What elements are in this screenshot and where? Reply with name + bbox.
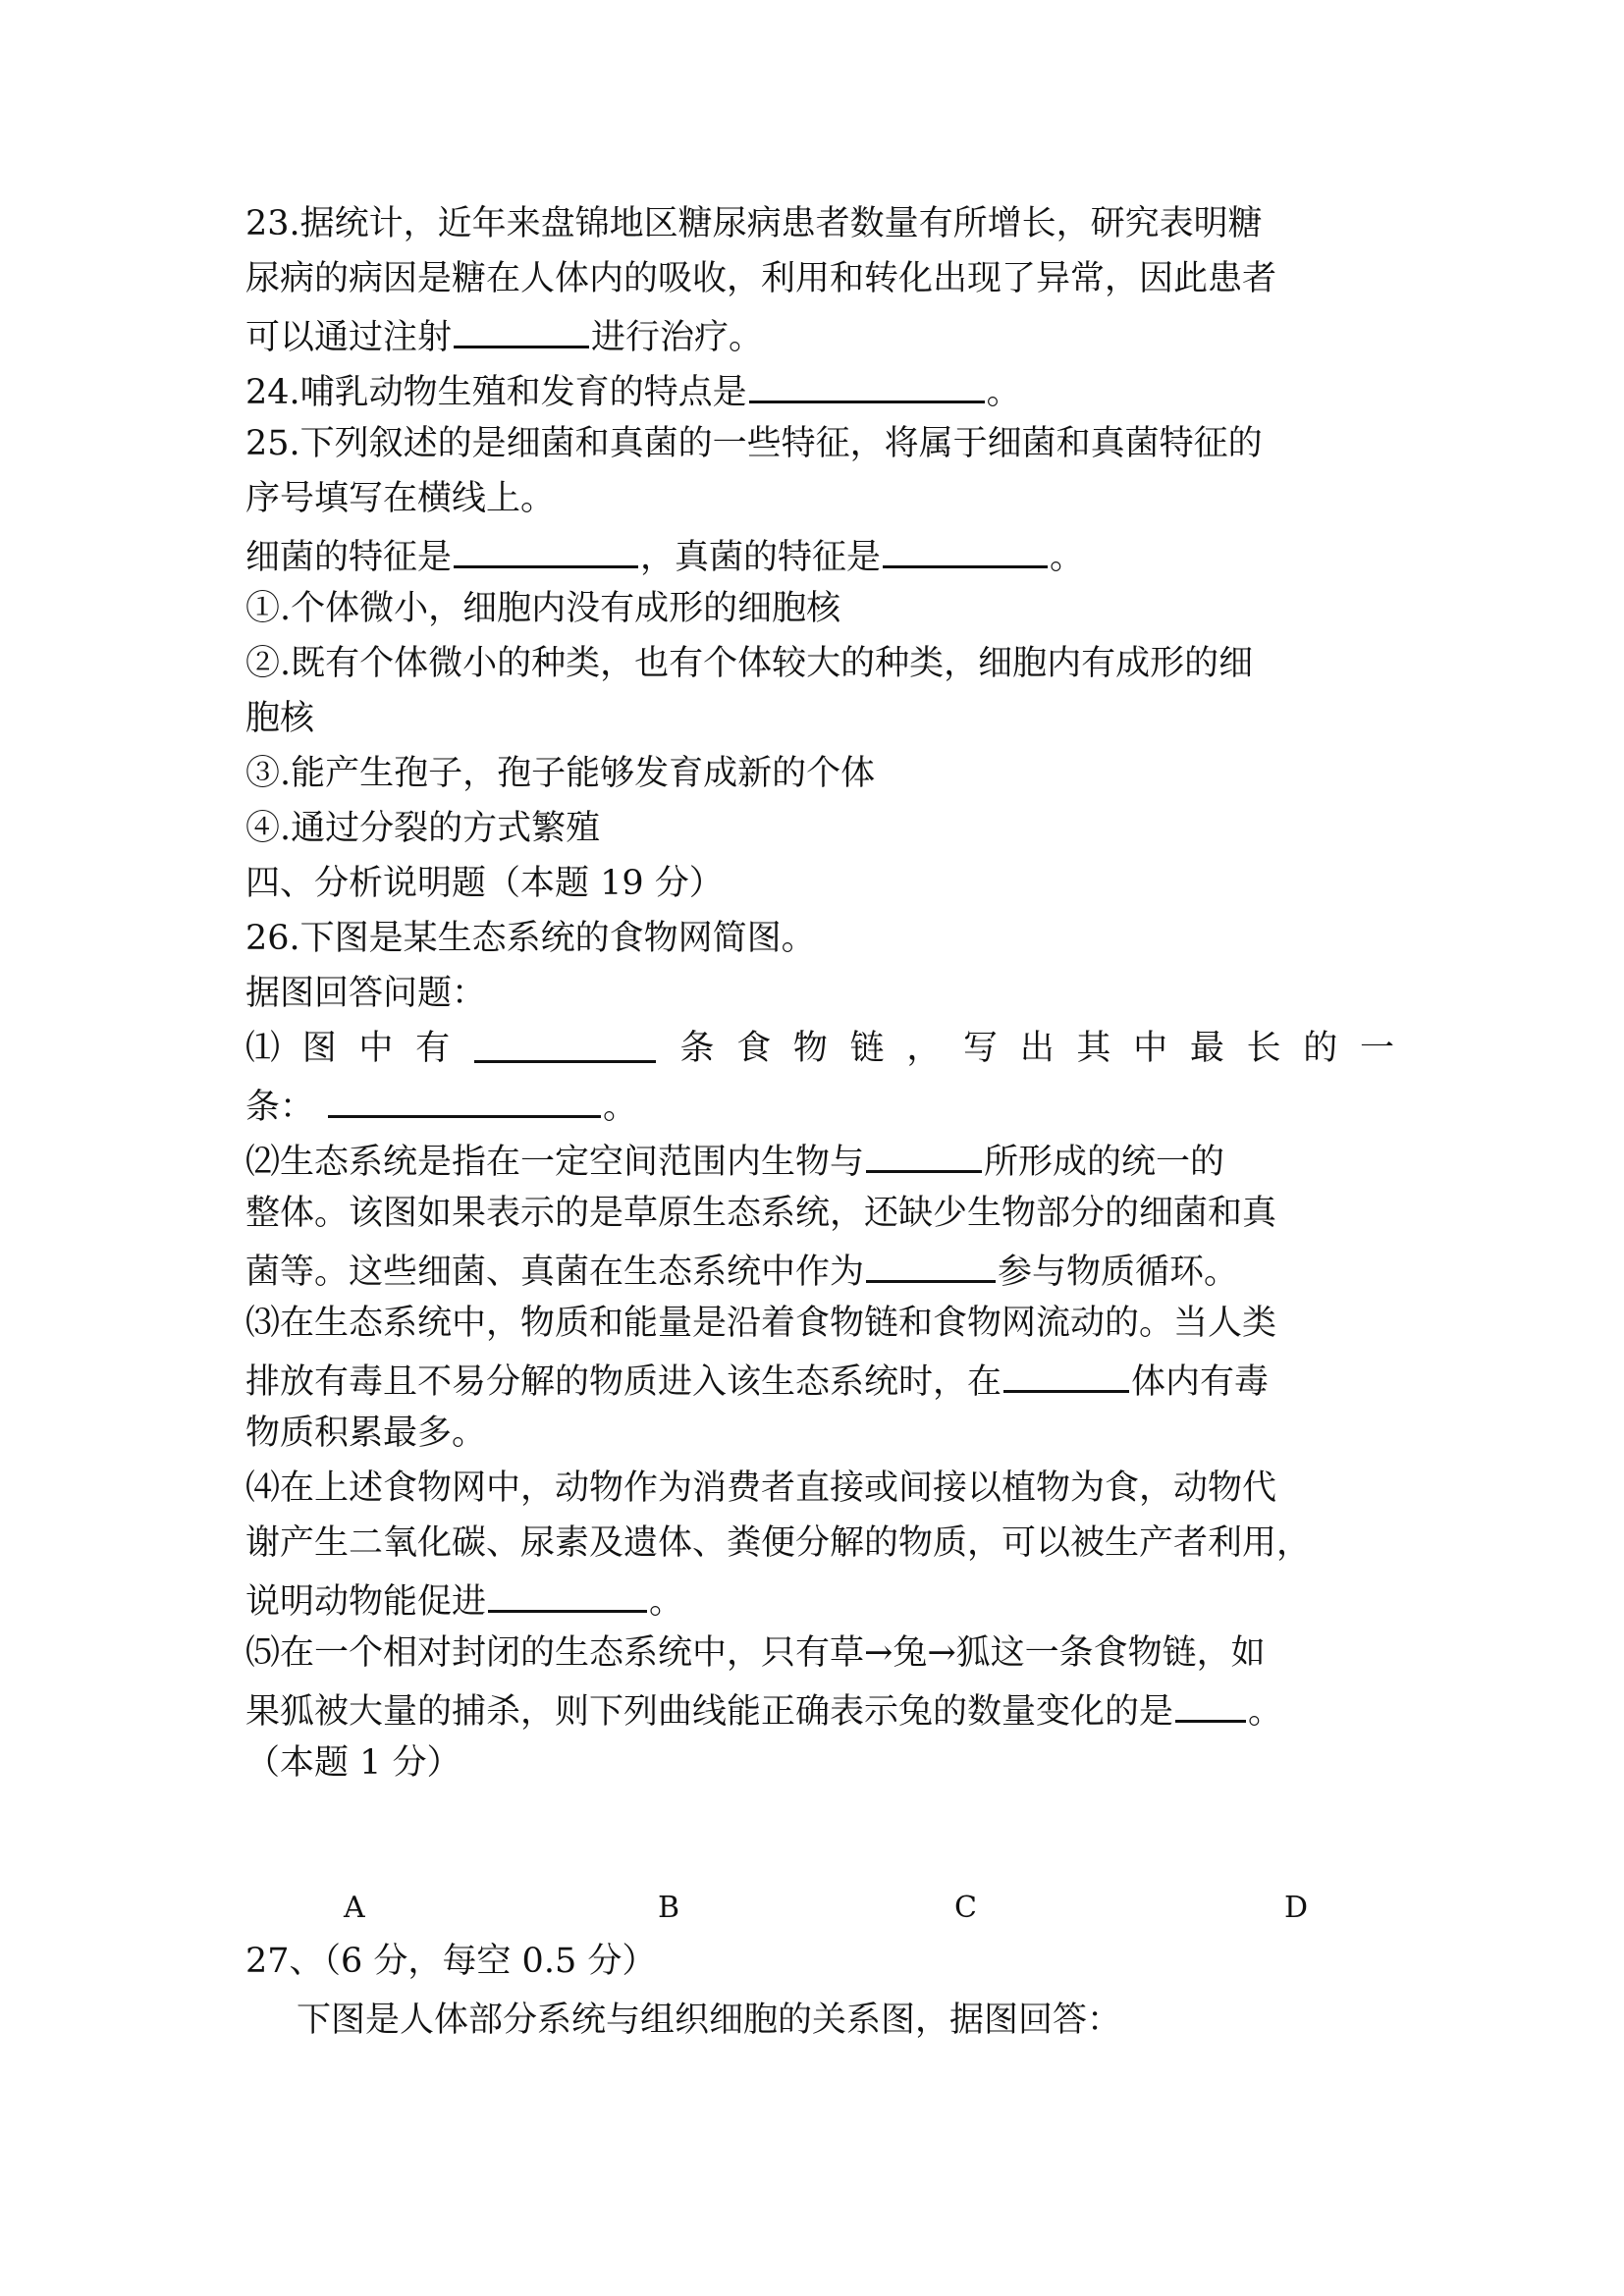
q24-text-b: 。 bbox=[986, 373, 1021, 412]
q23-answer-blank[interactable] bbox=[454, 306, 589, 348]
q24-answer-blank[interactable] bbox=[749, 361, 985, 403]
q26-p1-char: 中 bbox=[358, 1029, 394, 1068]
q26-p4-line-1: ⑷在上述食物网中，动物作为消费者直接或间接以植物为食，动物代 bbox=[245, 1468, 1277, 1508]
q26-p2-text-b: 所形成的统一的 bbox=[984, 1143, 1225, 1182]
q26-p1-char: ⑴ bbox=[245, 1029, 281, 1068]
q26-p2-text-c: 菌等。这些细菌、真菌在生态系统中作为 bbox=[245, 1253, 865, 1292]
q26-environment-blank[interactable] bbox=[866, 1131, 982, 1173]
q27-intro: 下图是人体部分系统与组织细胞的关系图，据图回答： bbox=[297, 2001, 1122, 2040]
q26-p1-char: 条 bbox=[679, 1029, 715, 1068]
q25-fungi-label: ，真菌的特征是 bbox=[640, 538, 882, 577]
q26-p5-line-1: ⑸在一个相对封闭的生态系统中，只有草→兔→狐这一条食物链，如 bbox=[245, 1633, 1266, 1673]
q25-option-2-line-2: 胞核 bbox=[245, 699, 315, 738]
q26-intro: 26.下图是某生态系统的食物网简图。 bbox=[245, 919, 816, 958]
q26-p1-char: 一 bbox=[1359, 1029, 1394, 1068]
q26-p1-char: 有 bbox=[415, 1029, 451, 1068]
q24-text-a: 24.哺乳动物生殖和发育的特点是 bbox=[245, 373, 747, 412]
q26-longest-chain-blank[interactable] bbox=[328, 1076, 601, 1118]
q23-text-b: 进行治疗。 bbox=[591, 318, 764, 357]
q25-end: 。 bbox=[1050, 538, 1085, 577]
q25-option-2-line-1: ②.既有个体微小的种类，也有个体较大的种类，细胞内有成形的细 bbox=[245, 644, 1254, 683]
q23-text-a: 可以通过注射 bbox=[245, 318, 453, 357]
q26-p4-line-3 bbox=[245, 1571, 683, 1626]
curve-option-d[interactable]: D bbox=[1284, 1891, 1309, 1925]
q25-line-1: 25.下列叙述的是细菌和真菌的一些特征，将属于细菌和真菌特征的 bbox=[245, 424, 1263, 463]
q26-p1-char: 其 bbox=[1076, 1029, 1111, 1068]
q26-p5-text-a: 果狐被大量的捕杀，则下列曲线能正确表示兔的数量变化的是 bbox=[245, 1692, 1174, 1732]
q26-p1-char: 的 bbox=[1303, 1029, 1338, 1068]
q25-bacteria-label: 细菌的特征是 bbox=[245, 538, 453, 577]
q26-p2-text-d: 参与物质循环。 bbox=[998, 1253, 1239, 1292]
q26-curve-choice-blank[interactable] bbox=[1175, 1681, 1246, 1723]
q26-p1-char: 食 bbox=[736, 1029, 772, 1068]
q26-p1-char: ， bbox=[906, 1029, 942, 1068]
q25-option-1: ①.个体微小，细胞内没有成形的细胞核 bbox=[245, 589, 841, 628]
q26-p3-line-2 bbox=[245, 1351, 1269, 1406]
q27-heading: 27、（6 分，每空 0.5 分） bbox=[245, 1942, 657, 1981]
section-4-heading: 四、分析说明题（本题 19 分） bbox=[245, 864, 724, 903]
q26-p1-char: 最 bbox=[1189, 1029, 1224, 1068]
q26-p1-char: 物 bbox=[792, 1029, 828, 1068]
q25-option-3: ③.能产生孢子，孢子能够发育成新的个体 bbox=[245, 754, 876, 793]
q26-p4-text-a: 说明动物能促进 bbox=[245, 1582, 487, 1622]
q26-p1-char: 图 bbox=[301, 1029, 337, 1068]
q23-line-3 bbox=[245, 306, 763, 361]
q23-line-1: 23.据统计，近年来盘锦地区糖尿病患者数量有所增长，研究表明糖 bbox=[245, 204, 1263, 243]
q26-p1-char: 出 bbox=[1019, 1029, 1055, 1068]
q26-p2-line-3 bbox=[245, 1241, 1238, 1296]
q26-p1-line-2 bbox=[245, 1076, 637, 1131]
q26-cycle-blank[interactable] bbox=[488, 1571, 647, 1613]
q26-p4-text-b: 。 bbox=[649, 1582, 684, 1622]
q26-p1-end: 。 bbox=[603, 1088, 638, 1127]
q26-p2-line-1 bbox=[245, 1131, 1224, 1186]
q26-p1-text: 条： bbox=[245, 1088, 315, 1127]
q23-line-2: 尿病的病因是糖在人体内的吸收，利用和转化出现了异常，因此患者 bbox=[245, 259, 1277, 298]
q26-decomposer-blank[interactable] bbox=[866, 1241, 996, 1283]
curve-option-b[interactable]: B bbox=[658, 1891, 680, 1925]
q26-p2-text-a: ⑵生态系统是指在一定空间范围内生物与 bbox=[245, 1143, 865, 1182]
q26-toxin-blank[interactable] bbox=[1003, 1351, 1129, 1393]
q26-p1-char: 长 bbox=[1246, 1029, 1281, 1068]
q26-p2-line-2: 整体。该图如果表示的是草原生态系统，还缺少生物部分的细菌和真 bbox=[245, 1194, 1277, 1233]
q25-line-2: 序号填写在横线上。 bbox=[245, 479, 556, 518]
q26-ask: 据图回答问题： bbox=[245, 974, 487, 1013]
q26-p3-text-a: 排放有毒且不易分解的物质进入该生态系统时，在 bbox=[245, 1362, 1002, 1402]
q26-p1-line-1 bbox=[245, 1021, 1394, 1076]
q26-p4-line-2: 谢产生二氧化碳、尿素及遗体、粪便分解的物质，可以被生产者利用， bbox=[245, 1523, 1312, 1563]
q24-line bbox=[245, 361, 1021, 416]
q26-p5-line-3: （本题 1 分） bbox=[245, 1743, 461, 1783]
curve-option-c[interactable]: C bbox=[954, 1891, 977, 1925]
q26-p3-line-3: 物质积累最多。 bbox=[245, 1414, 487, 1453]
q25-fungi-blank[interactable] bbox=[883, 526, 1048, 568]
q26-p5-line-2 bbox=[245, 1681, 1282, 1735]
q25-option-4: ④.通过分裂的方式繁殖 bbox=[245, 809, 601, 848]
q26-p3-line-1: ⑶在生态系统中，物质和能量是沿着食物链和食物网流动的。当人类 bbox=[245, 1304, 1277, 1343]
curve-option-a[interactable]: A bbox=[344, 1891, 365, 1925]
q26-p5-text-b: 。 bbox=[1248, 1692, 1283, 1732]
q26-p1-char: 写 bbox=[963, 1029, 999, 1068]
q26-chain-count-blank[interactable] bbox=[474, 1021, 656, 1063]
q26-p1-char: 链 bbox=[849, 1029, 885, 1068]
q25-line-3 bbox=[245, 526, 1084, 581]
q26-p3-text-b: 体内有毒 bbox=[1131, 1362, 1270, 1402]
q25-bacteria-blank[interactable] bbox=[454, 526, 638, 568]
q26-p1-char: 中 bbox=[1133, 1029, 1168, 1068]
